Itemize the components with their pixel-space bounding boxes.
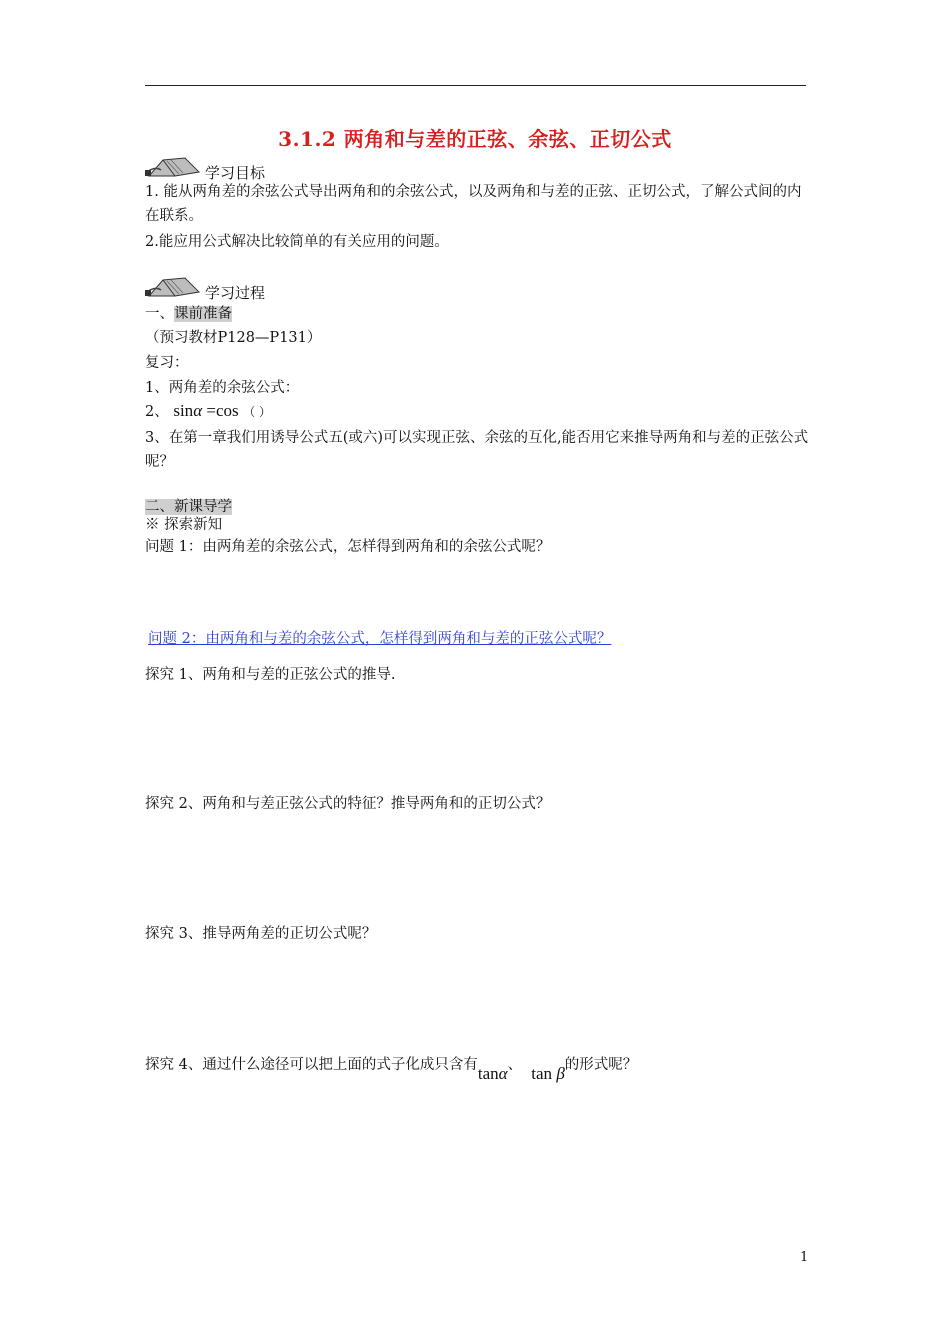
inquiry-4: 探究 4、通过什么途径可以把上面的式子化成只含有tanα、 tan β的形式呢？ bbox=[145, 1057, 638, 1083]
formula-sin-alpha: sinα =cos bbox=[173, 401, 239, 420]
page-number: 1 bbox=[800, 1250, 809, 1265]
document-page: 3.1.2 两角和与差的正弦、余弦、正切公式 学习目标 1. 能从两角差的余弦公式导出两角和的余弦公式，以及两角和与差的正弦、正切公式，了解公式间的内在联系。 2.能应用公式解决比较简单的有关应用的问题。 学习过程 一、课前准备 （预习教材P128—P131） 复习： 1、两角差的余弦公式： 2、 sinα =cos （ ） 3、在第一章我们用诱导公式五(或六)可以实现正弦、余弦的互化,能否用它来推导两角和与差的正弦公式呢？ 二、新课导学 ※ 探索新知 问题 1：由两角差的余弦公式，怎样得到两角和的余弦公式呢？ 问题 2：由两角和与差的余弦公式，怎样得到两角和与差的正弦公式呢？ 探究 1、两角和与差的正弦公式的推导. 探究 2、两角和与差正弦公式的特征？推导两角和的正切公式？ 探究 3、推导两角差的正切公式呢？ 探究 4、通过什么途径可以把上面的式子化成只含有tanα、 tan β的形式呢？ 1 bbox=[0, 0, 950, 1344]
review-label: 复习： bbox=[145, 355, 189, 371]
review-question-2: 2、 sinα =cos （ ） bbox=[145, 401, 272, 420]
formula-tan-alpha: tanα bbox=[477, 1064, 508, 1083]
inquiry-2: 探究 2、两角和与差正弦公式的特征？推导两角和的正切公式？ bbox=[145, 796, 551, 812]
problem-1: 问题 1：由两角差的余弦公式，怎样得到两角和的余弦公式呢？ bbox=[145, 539, 551, 555]
formula-tan-beta: tan β bbox=[531, 1064, 565, 1083]
part2-heading: 二、新课导学 bbox=[145, 499, 232, 515]
explore-label: ※ 探索新知 bbox=[145, 517, 223, 533]
book-icon bbox=[145, 152, 203, 180]
goal-item-1: 1. 能从两角差的余弦公式导出两角和的余弦公式，以及两角和与差的正弦、正切公式，了解公式间的内在联系。 bbox=[145, 184, 802, 224]
inquiry-1: 探究 1、两角和与差的正弦公式的推导. bbox=[145, 667, 396, 683]
goal-item-2: 2.能应用公式解决比较简单的有关应用的问题。 bbox=[145, 234, 449, 250]
inquiry-3: 探究 3、推导两角差的正切公式呢？ bbox=[145, 926, 377, 942]
problem-2-link[interactable]: 问题 2：由两角和与差的余弦公式，怎样得到两角和与差的正弦公式呢？ bbox=[148, 631, 612, 647]
preview-note: （预习教材P128—P131） bbox=[145, 330, 322, 346]
part1-heading: 一、课前准备 bbox=[145, 306, 232, 322]
book-icon bbox=[145, 272, 203, 300]
review-question-3: 3、在第一章我们用诱导公式五(或六)可以实现正弦、余弦的互化,能否用它来推导两角和与差的正弦公式呢？ bbox=[145, 430, 809, 470]
page-title: 3.1.2 两角和与差的正弦、余弦、正切公式 bbox=[278, 127, 672, 151]
header-rule bbox=[145, 85, 806, 86]
review-question-1: 1、两角差的余弦公式： bbox=[145, 380, 300, 396]
